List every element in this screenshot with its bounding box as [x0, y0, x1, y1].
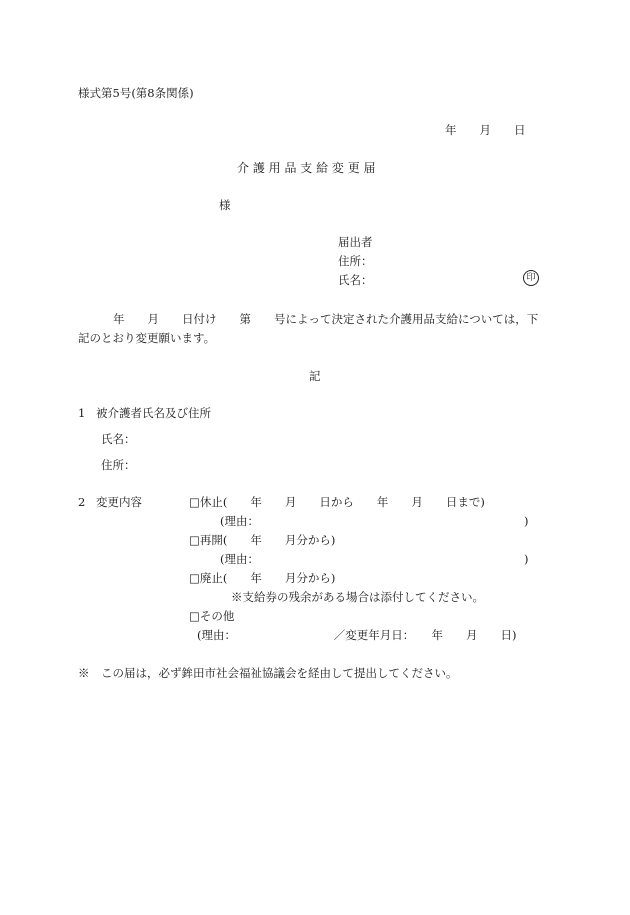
section1-number: 1 — [78, 406, 86, 420]
resume-reason-label: (理由： — [220, 552, 259, 566]
option-suspend: □休止( 年 月 日から 年 月 日まで) — [189, 495, 485, 509]
suspend-reason-close: ) — [524, 514, 529, 528]
seal-icon: 印 — [523, 270, 539, 286]
resume-reason-close: ) — [524, 552, 529, 566]
option-resume: □再開( 年 月分から) — [189, 533, 336, 547]
ki-heading: 記 — [309, 369, 321, 383]
form-number: 様式第5号(第8条関係) — [78, 86, 194, 100]
section2-number: 2 — [78, 495, 86, 509]
option-abolish: □廃止( 年 月分から) — [189, 571, 336, 585]
addressee: 様 — [219, 198, 231, 212]
applicant-address-label: 住所： — [338, 254, 373, 268]
applicant-heading: 届出者 — [338, 235, 373, 249]
section1-name-label: 氏名： — [101, 432, 136, 446]
coupon-note: ※支給券の残余がある場合は添付してください。 — [231, 590, 484, 604]
other-reason-line: (理由： ／変更年月日： 年 月 日) — [197, 628, 517, 642]
footer-note: ※ この届は，必ず鉾田市社会福祉協議会を経由して提出してください。 — [78, 666, 458, 680]
body-line-1: 年 月 日付け 第 号によって決定された介護用品支給については，下 — [113, 312, 539, 326]
section1-heading: 被介護者氏名及び住所 — [96, 406, 211, 420]
date-line: 年 月 日 — [445, 123, 526, 137]
section2-heading: 変更内容 — [96, 495, 142, 509]
section1-address-label: 住所： — [101, 458, 136, 472]
option-other: □その他 — [189, 609, 235, 623]
applicant-name-label: 氏名： — [338, 273, 373, 287]
page-title: 介 護 用 品 支 給 変 更 届 — [237, 161, 376, 175]
suspend-reason-label: (理由： — [220, 514, 259, 528]
body-line-2: 記のとおり変更願います。 — [78, 331, 216, 345]
